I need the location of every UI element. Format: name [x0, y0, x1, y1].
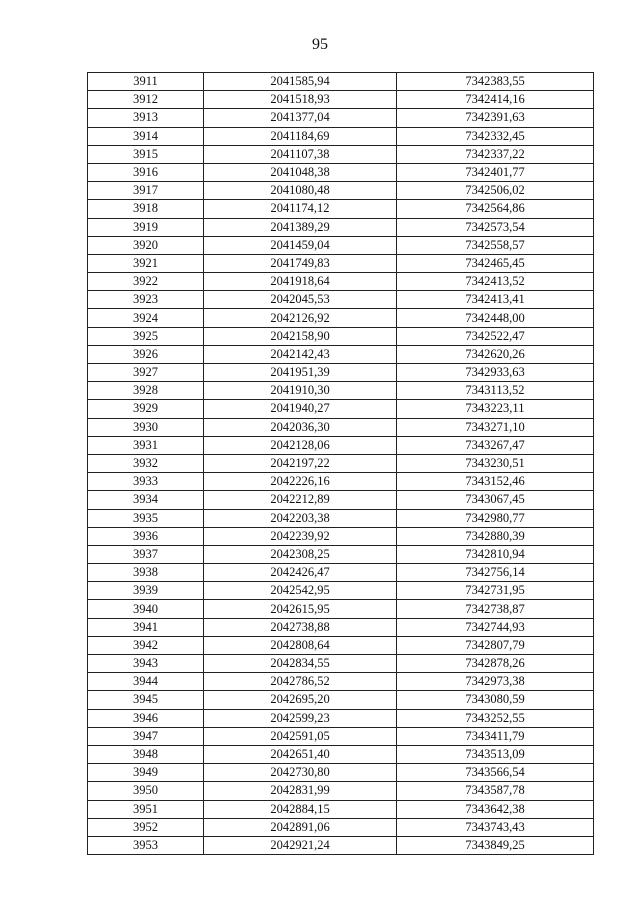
table-row — [88, 545, 594, 563]
x-coordinate-cell: 2042730,80 — [204, 764, 397, 782]
x-coordinate-cell: 2042808,64 — [204, 636, 397, 654]
x-coordinate-cell: 2042599,23 — [204, 709, 397, 727]
y-coordinate-cell: 7342506,02 — [397, 182, 594, 200]
table-row — [88, 382, 594, 400]
table-row — [88, 400, 594, 418]
table-row — [88, 582, 594, 600]
y-coordinate-cell: 7342573,54 — [397, 218, 594, 236]
point-number-cell: 3936 — [88, 527, 204, 545]
point-number-cell: 3950 — [88, 782, 204, 800]
y-coordinate-cell: 7342465,45 — [397, 254, 594, 272]
y-coordinate-cell: 7342413,52 — [397, 273, 594, 291]
y-coordinate-cell: 7343267,47 — [397, 436, 594, 454]
x-coordinate-cell: 2042036,30 — [204, 418, 397, 436]
table-row — [88, 273, 594, 291]
point-number-cell: 3924 — [88, 309, 204, 327]
y-coordinate-cell: 7342756,14 — [397, 564, 594, 582]
x-coordinate-cell: 2042615,95 — [204, 600, 397, 618]
y-coordinate-cell: 7342810,94 — [397, 545, 594, 563]
y-coordinate-cell: 7343743,43 — [397, 818, 594, 836]
point-number-cell: 3922 — [88, 273, 204, 291]
point-number-cell: 3916 — [88, 163, 204, 181]
y-coordinate-cell: 7343113,52 — [397, 382, 594, 400]
table-row — [88, 782, 594, 800]
y-coordinate-cell: 7342807,79 — [397, 636, 594, 654]
y-coordinate-cell: 7343252,55 — [397, 709, 594, 727]
x-coordinate-cell: 2041918,64 — [204, 273, 397, 291]
x-coordinate-cell: 2041459,04 — [204, 236, 397, 254]
x-coordinate-cell: 2042158,90 — [204, 327, 397, 345]
point-number-cell: 3932 — [88, 454, 204, 472]
y-coordinate-cell: 7342620,26 — [397, 345, 594, 363]
y-coordinate-cell: 7342564,86 — [397, 200, 594, 218]
point-number-cell: 3951 — [88, 800, 204, 818]
table-row — [88, 73, 594, 91]
table-row — [88, 509, 594, 527]
x-coordinate-cell: 2041080,48 — [204, 182, 397, 200]
x-coordinate-cell: 2041389,29 — [204, 218, 397, 236]
y-coordinate-cell: 7343566,54 — [397, 764, 594, 782]
table-row — [88, 764, 594, 782]
table-row — [88, 491, 594, 509]
point-number-cell: 3911 — [88, 73, 204, 91]
point-number-cell: 3942 — [88, 636, 204, 654]
y-coordinate-cell: 7342880,39 — [397, 527, 594, 545]
point-number-cell: 3919 — [88, 218, 204, 236]
table-row — [88, 418, 594, 436]
table-row — [88, 618, 594, 636]
y-coordinate-cell: 7342413,41 — [397, 291, 594, 309]
table-row — [88, 327, 594, 345]
x-coordinate-cell: 2042786,52 — [204, 673, 397, 691]
x-coordinate-cell: 2041107,38 — [204, 145, 397, 163]
table-row — [88, 127, 594, 145]
table-row — [88, 709, 594, 727]
x-coordinate-cell: 2042142,43 — [204, 345, 397, 363]
table-row — [88, 182, 594, 200]
x-coordinate-cell: 2042831,99 — [204, 782, 397, 800]
y-coordinate-cell: 7342401,77 — [397, 163, 594, 181]
table-row — [88, 655, 594, 673]
table-row — [88, 309, 594, 327]
point-number-cell: 3934 — [88, 491, 204, 509]
point-number-cell: 3937 — [88, 545, 204, 563]
x-coordinate-cell: 2042197,22 — [204, 454, 397, 472]
page-number: 95 — [312, 36, 328, 53]
x-coordinate-cell: 2042738,88 — [204, 618, 397, 636]
point-number-cell: 3948 — [88, 745, 204, 763]
table-row — [88, 218, 594, 236]
y-coordinate-cell: 7343411,79 — [397, 727, 594, 745]
table-row — [88, 364, 594, 382]
point-number-cell: 3946 — [88, 709, 204, 727]
point-number-cell: 3920 — [88, 236, 204, 254]
x-coordinate-cell: 2041184,69 — [204, 127, 397, 145]
x-coordinate-cell: 2042239,92 — [204, 527, 397, 545]
point-number-cell: 3926 — [88, 345, 204, 363]
x-coordinate-cell: 2041749,83 — [204, 254, 397, 272]
x-coordinate-cell: 2041048,38 — [204, 163, 397, 181]
table-row — [88, 727, 594, 745]
x-coordinate-cell: 2042921,24 — [204, 836, 397, 854]
y-coordinate-cell: 7342731,95 — [397, 582, 594, 600]
x-coordinate-cell: 2041910,30 — [204, 382, 397, 400]
y-coordinate-cell: 7343587,78 — [397, 782, 594, 800]
x-coordinate-cell: 2042891,06 — [204, 818, 397, 836]
x-coordinate-cell: 2042128,06 — [204, 436, 397, 454]
table-row — [88, 109, 594, 127]
x-coordinate-cell: 2041585,94 — [204, 73, 397, 91]
y-coordinate-cell: 7342414,16 — [397, 91, 594, 109]
x-coordinate-cell: 2042591,05 — [204, 727, 397, 745]
point-number-cell: 3952 — [88, 818, 204, 836]
table-row — [88, 254, 594, 272]
table-row — [88, 745, 594, 763]
x-coordinate-cell: 2041377,04 — [204, 109, 397, 127]
table-row — [88, 600, 594, 618]
x-coordinate-cell: 2042203,38 — [204, 509, 397, 527]
x-coordinate-cell: 2042651,40 — [204, 745, 397, 763]
table-row — [88, 818, 594, 836]
table-row — [88, 145, 594, 163]
point-number-cell: 3925 — [88, 327, 204, 345]
point-number-cell: 3929 — [88, 400, 204, 418]
point-number-cell: 3928 — [88, 382, 204, 400]
point-number-cell: 3915 — [88, 145, 204, 163]
y-coordinate-cell: 7343152,46 — [397, 473, 594, 491]
y-coordinate-cell: 7343642,38 — [397, 800, 594, 818]
point-number-cell: 3947 — [88, 727, 204, 745]
point-number-cell: 3923 — [88, 291, 204, 309]
y-coordinate-cell: 7343271,10 — [397, 418, 594, 436]
point-number-cell: 3917 — [88, 182, 204, 200]
point-number-cell: 3933 — [88, 473, 204, 491]
x-coordinate-cell: 2042695,20 — [204, 691, 397, 709]
table-row — [88, 200, 594, 218]
table-row — [88, 691, 594, 709]
table-row — [88, 436, 594, 454]
y-coordinate-cell: 7342933,63 — [397, 364, 594, 382]
table-row — [88, 800, 594, 818]
x-coordinate-cell: 2042212,89 — [204, 491, 397, 509]
y-coordinate-cell: 7342383,55 — [397, 73, 594, 91]
point-number-cell: 3918 — [88, 200, 204, 218]
point-number-cell: 3941 — [88, 618, 204, 636]
y-coordinate-cell: 7342744,93 — [397, 618, 594, 636]
coordinates-table — [87, 72, 594, 855]
x-coordinate-cell: 2042226,16 — [204, 473, 397, 491]
point-number-cell: 3939 — [88, 582, 204, 600]
x-coordinate-cell: 2042542,95 — [204, 582, 397, 600]
point-number-cell: 3935 — [88, 509, 204, 527]
y-coordinate-cell: 7343230,51 — [397, 454, 594, 472]
y-coordinate-cell: 7342558,57 — [397, 236, 594, 254]
y-coordinate-cell: 7342391,63 — [397, 109, 594, 127]
point-number-cell: 3927 — [88, 364, 204, 382]
y-coordinate-cell: 7342522,47 — [397, 327, 594, 345]
point-number-cell: 3945 — [88, 691, 204, 709]
x-coordinate-cell: 2042834,55 — [204, 655, 397, 673]
y-coordinate-cell: 7342738,87 — [397, 600, 594, 618]
y-coordinate-cell: 7342337,22 — [397, 145, 594, 163]
point-number-cell: 3914 — [88, 127, 204, 145]
y-coordinate-cell: 7343513,09 — [397, 745, 594, 763]
table-row — [88, 636, 594, 654]
point-number-cell: 3943 — [88, 655, 204, 673]
table-row — [88, 673, 594, 691]
x-coordinate-cell: 2042426,47 — [204, 564, 397, 582]
table-row — [88, 91, 594, 109]
table-row — [88, 345, 594, 363]
table-row — [88, 236, 594, 254]
point-number-cell: 3953 — [88, 836, 204, 854]
table-row — [88, 473, 594, 491]
coordinates-table-body — [88, 73, 594, 855]
y-coordinate-cell: 7342878,26 — [397, 655, 594, 673]
y-coordinate-cell: 7343223,11 — [397, 400, 594, 418]
table-row — [88, 527, 594, 545]
point-number-cell: 3949 — [88, 764, 204, 782]
x-coordinate-cell: 2042045,53 — [204, 291, 397, 309]
table-row — [88, 836, 594, 854]
point-number-cell: 3913 — [88, 109, 204, 127]
point-number-cell: 3912 — [88, 91, 204, 109]
y-coordinate-cell: 7342448,00 — [397, 309, 594, 327]
y-coordinate-cell: 7342973,38 — [397, 673, 594, 691]
y-coordinate-cell: 7343080,59 — [397, 691, 594, 709]
point-number-cell: 3931 — [88, 436, 204, 454]
table-row — [88, 291, 594, 309]
y-coordinate-cell: 7342980,77 — [397, 509, 594, 527]
table-row — [88, 163, 594, 181]
x-coordinate-cell: 2042126,92 — [204, 309, 397, 327]
point-number-cell: 3921 — [88, 254, 204, 272]
x-coordinate-cell: 2041951,39 — [204, 364, 397, 382]
point-number-cell: 3930 — [88, 418, 204, 436]
x-coordinate-cell: 2041174,12 — [204, 200, 397, 218]
point-number-cell: 3940 — [88, 600, 204, 618]
y-coordinate-cell: 7343849,25 — [397, 836, 594, 854]
point-number-cell: 3944 — [88, 673, 204, 691]
x-coordinate-cell: 2042308,25 — [204, 545, 397, 563]
y-coordinate-cell: 7342332,45 — [397, 127, 594, 145]
x-coordinate-cell: 2041940,27 — [204, 400, 397, 418]
table-row — [88, 454, 594, 472]
table-row — [88, 564, 594, 582]
point-number-cell: 3938 — [88, 564, 204, 582]
x-coordinate-cell: 2041518,93 — [204, 91, 397, 109]
x-coordinate-cell: 2042884,15 — [204, 800, 397, 818]
y-coordinate-cell: 7343067,45 — [397, 491, 594, 509]
